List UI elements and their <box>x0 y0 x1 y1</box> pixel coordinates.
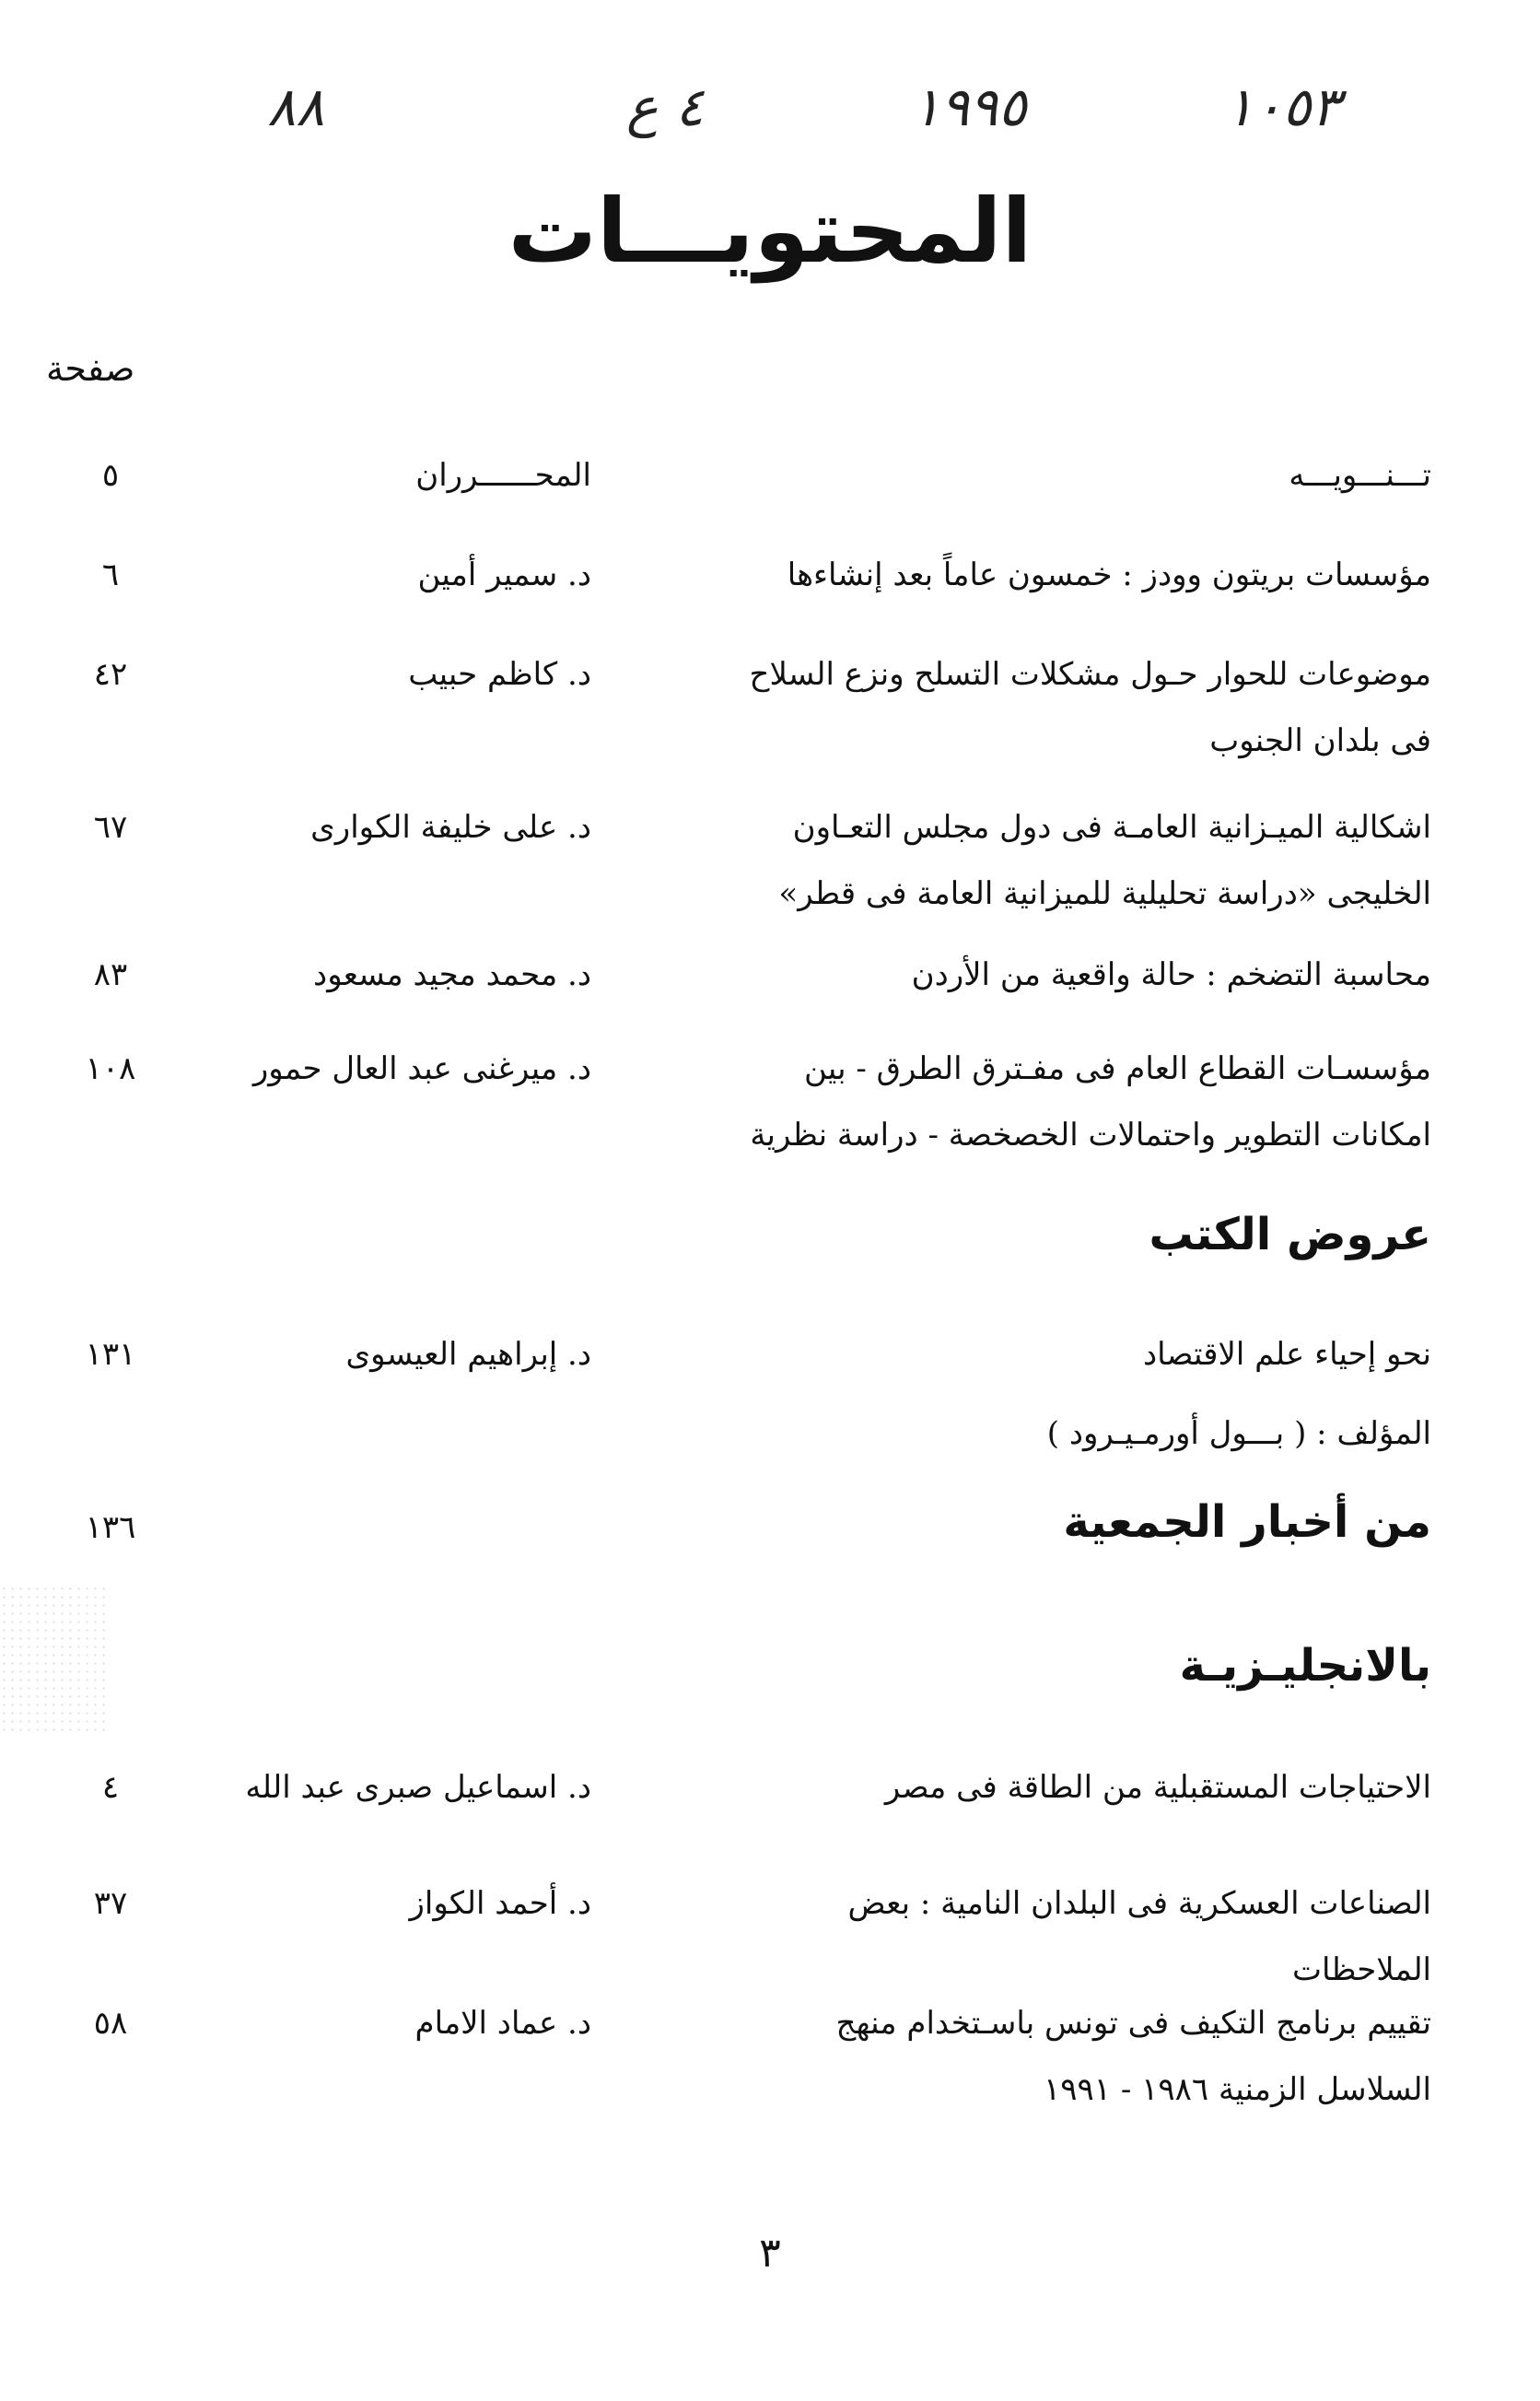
entry-page: ٥ <box>101 457 120 494</box>
page-number: ٣ <box>759 2230 781 2277</box>
entry-author: د. إبراهيم العيسوى <box>345 1336 591 1373</box>
entry-author: د. على خليفة الكوارى <box>310 809 591 846</box>
entry-author: د. كاظم حبيب <box>408 656 591 693</box>
entry-title: محاسبة التضخم : حالة واقعية من الأردن <box>911 956 1431 993</box>
page-column-label: صفحة <box>46 348 135 389</box>
entry-page: ٣٧ <box>93 1885 128 1922</box>
entry-author: د. محمد مجيد مسعود <box>313 956 591 993</box>
handwritten-note-left: ٨٨ <box>267 76 325 138</box>
scan-speckle <box>0 1585 111 1732</box>
entry-title: مؤسسات بريتون وودز : خمسون عاماً بعد إنشاءها <box>787 556 1431 593</box>
entry-page: ٦٧ <box>93 809 128 846</box>
entry-page: ٥٨ <box>93 2005 128 2042</box>
entry-title: موضوعات للحوار حـول مشكلات التسلح ونزع السلاح فى بلدان الجنوب <box>749 656 1431 759</box>
handwritten-note-mid-right: ١٩٩٥ <box>912 76 1027 138</box>
entry-author: د. عماد الامام <box>414 2005 591 2042</box>
entry-author: د. اسماعيل صبرى عبد الله <box>245 1769 591 1806</box>
handwritten-note-right: ١٠٥٣ <box>1225 76 1340 138</box>
entry-author: د. أحمد الكواز <box>409 1885 591 1922</box>
entry-author: المحــــــرران <box>415 457 591 494</box>
entry-author: د. ميرغنى عبد العال حمور <box>252 1050 591 1087</box>
entry-page: ٦ <box>101 556 120 593</box>
entry-title: الصناعات العسكرية فى البلدان النامية : بعض الملاحظات <box>847 1885 1431 1988</box>
entry-page: ٤٢ <box>93 656 128 693</box>
section-heading-book-reviews: عروض الكتب <box>1149 1209 1431 1260</box>
section-heading-english: بالانجليـزيـة <box>1179 1640 1431 1692</box>
entry-title: اشكالية الميـزانية العامـة فى دول مجلس التعـاون الخليجى «دراسة تحليلية للميزانية العامة فى قطر» <box>778 809 1431 912</box>
entry-title: تـــنـــويـــه <box>1289 457 1431 494</box>
section-heading-society-news: من أخبار الجمعية <box>1063 1496 1431 1548</box>
entry-page: ٨٣ <box>93 956 128 993</box>
entry-page: ١٠٨ <box>85 1050 136 1087</box>
page-title: المحتويـــات <box>508 180 1032 283</box>
entry-title: الاحتياجات المستقبلية من الطاقة فى مصر <box>884 1769 1431 1806</box>
entry-title: مؤسسـات القطاع العام فى مفـترق الطرق - بين امكانات التطوير واحتمالات الخصخصة - دراسة نظرية <box>750 1050 1431 1154</box>
entry-page: ١٣٦ <box>85 1509 136 1546</box>
handwritten-note-mid-left: ٤ ع <box>626 76 705 138</box>
entry-page: ١٣١ <box>85 1336 136 1373</box>
entry-title: تقييم برنامج التكيف فى تونس باسـتخدام منهج السلاسل الزمنية ١٩٨٦ - ١٩٩١ <box>835 2005 1431 2108</box>
entry-author: د. سمير أمين <box>417 556 591 593</box>
entry-page: ٤ <box>101 1769 120 1806</box>
entry-title: نحو إحياء علم الاقتصاد <box>1143 1336 1431 1373</box>
book-author-line: المؤلف : ( بـــول أورمـيـرود ) <box>1046 1415 1431 1452</box>
